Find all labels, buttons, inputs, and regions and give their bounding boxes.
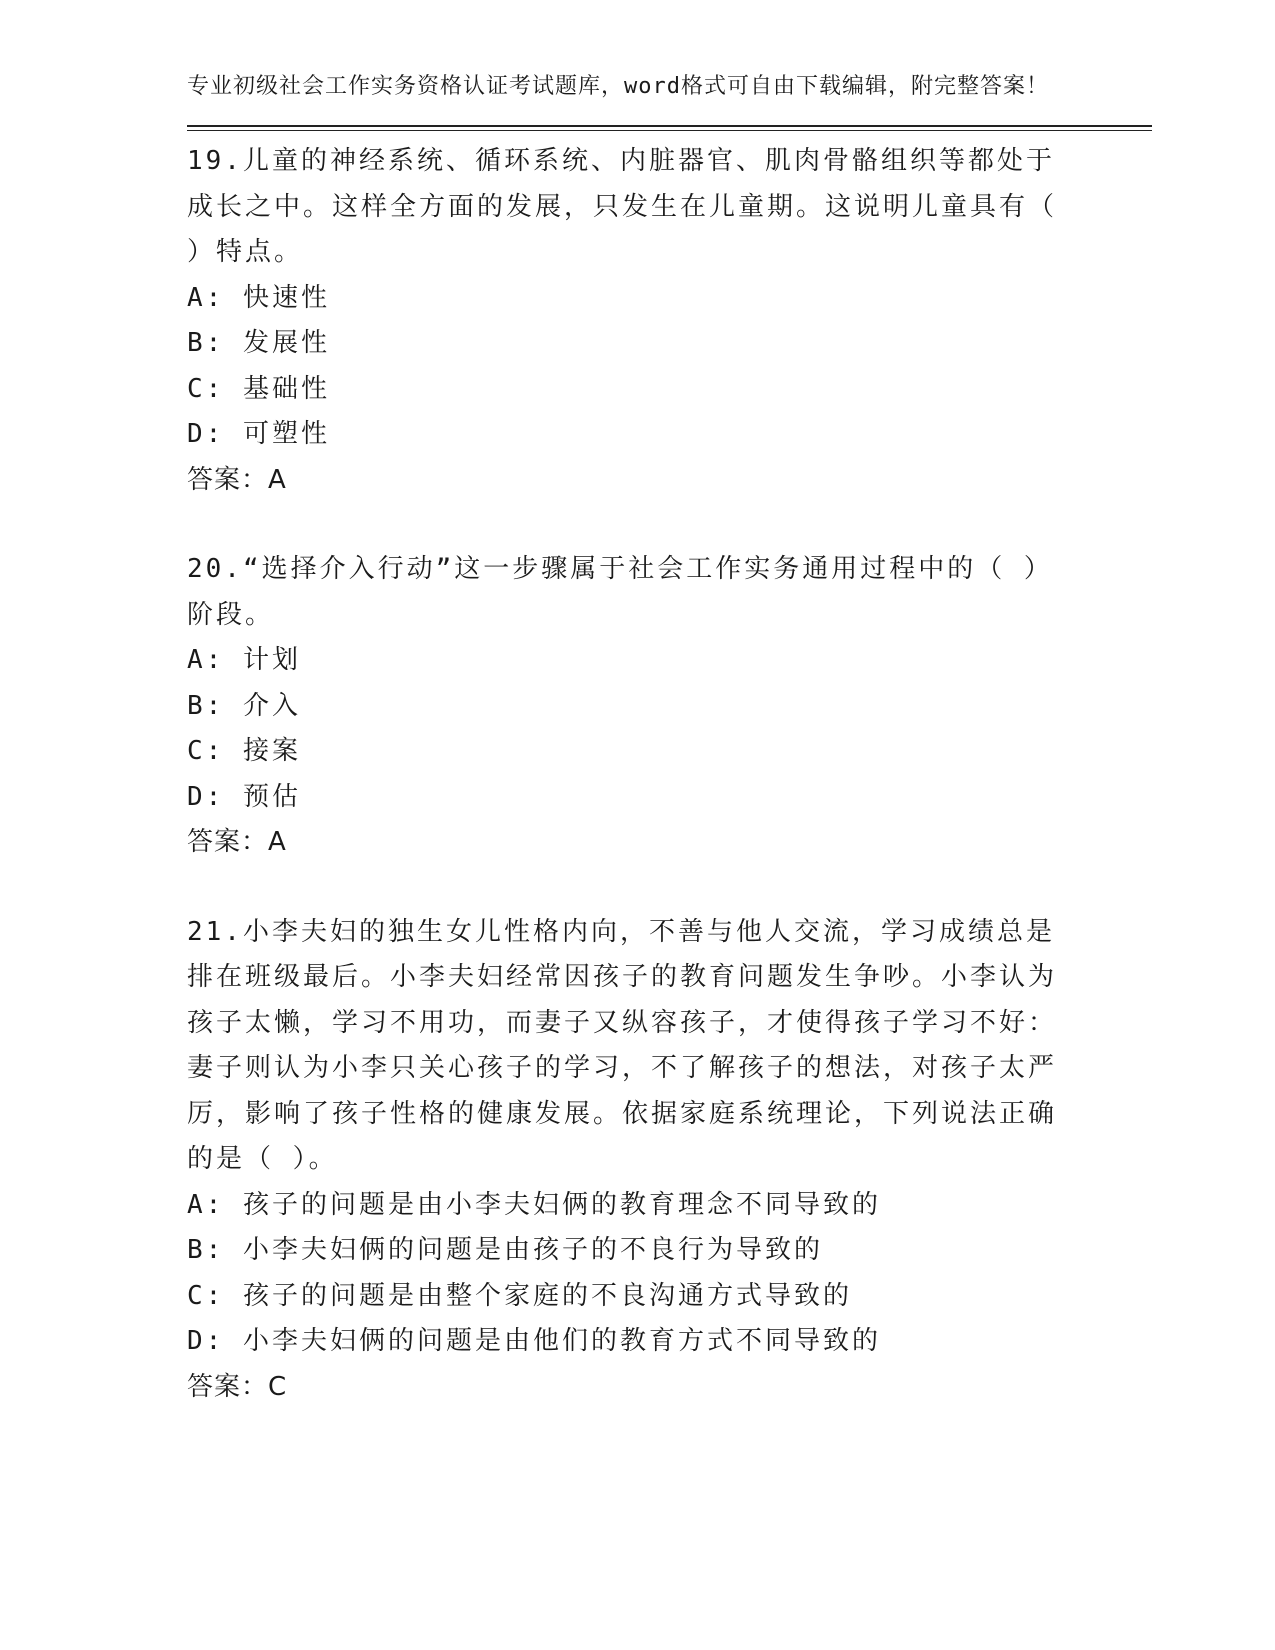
option-a: A: 孩子的问题是由小李夫妇俩的教育理念不同导致的 xyxy=(187,1189,881,1220)
option-d: D: 可塑性 xyxy=(187,419,330,449)
question-21 xyxy=(187,910,1147,1411)
header-divider xyxy=(187,125,1152,131)
question-stem: 21.小李夫妇的独生女儿性格内向，不善与他人交流，学习成绩总是排在班级最后。小李夫妇经常因孩子的教育问题发生争吵。小李认为孩子太懒，学习不用功，而妻子又纵容孩子，才使得孩子学习不好：妻子则认为小李只关心孩子的学习，不了解孩子的想法，对孩子太严厉，影响了孩子性格的健康发展。依据家庭系统理论，下列说法正确的是（ ）。 xyxy=(187,916,1058,1174)
option-c: C: 孩子的问题是由整个家庭的不良沟通方式导致的 xyxy=(187,1280,852,1311)
option-b: B: 介入 xyxy=(187,690,301,721)
option-d: D: 小李夫妇俩的问题是由他们的教育方式不同导致的 xyxy=(187,1326,881,1356)
question-stem: 20.“选择介入行动”这一步骤属于社会工作实务通用过程中的（ ）阶段。 xyxy=(187,554,1053,630)
answer-line: 答案：A xyxy=(187,464,287,495)
question-19 xyxy=(187,139,1147,503)
answer-line: 答案：A xyxy=(187,827,287,857)
option-d: D: 预估 xyxy=(187,781,301,812)
page-header: 专业初级社会工作实务资格认证考试题库，word格式可自由下载编辑，附完整答案！ xyxy=(187,74,1049,99)
option-c: C: 基础性 xyxy=(187,373,330,404)
option-a: A: 快速性 xyxy=(187,282,330,313)
answer-line: 答案：C xyxy=(187,1371,288,1402)
question-stem: 19.儿童的神经系统、循环系统、内脏器官、肌肉骨骼组织等都处于成长之中。这样全方面的发展，只发生在儿童期。这说明儿童具有（ ）特点。 xyxy=(187,146,1058,267)
document-page xyxy=(187,70,1147,1410)
option-b: B: 发展性 xyxy=(187,328,330,358)
option-b: B: 小李夫妇俩的问题是由孩子的不良行为导致的 xyxy=(187,1235,823,1265)
question-20 xyxy=(187,547,1147,866)
option-c: C: 接案 xyxy=(187,736,301,766)
option-a: A: 计划 xyxy=(187,645,301,675)
